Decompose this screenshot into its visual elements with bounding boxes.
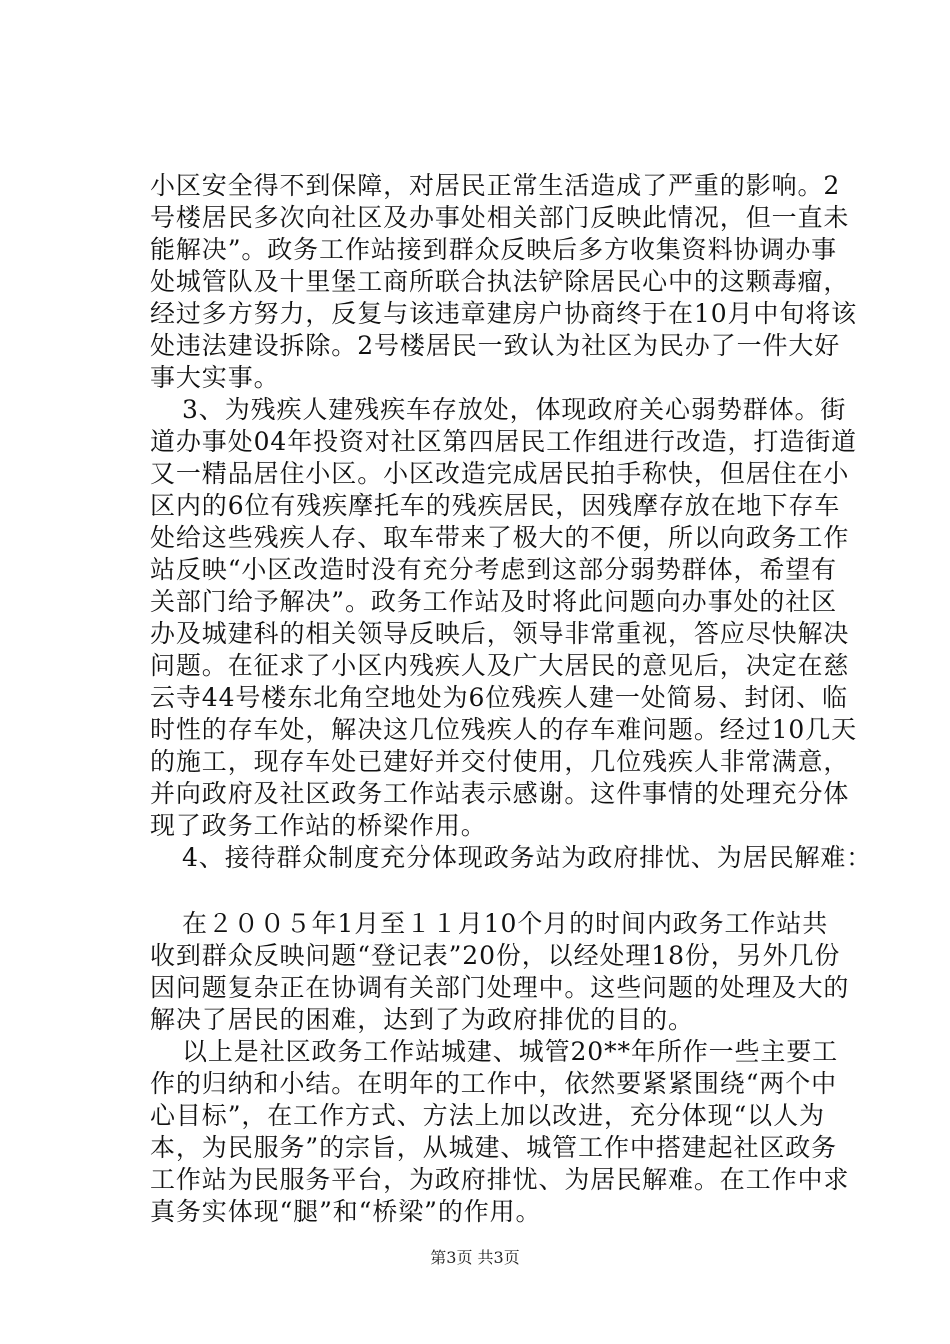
text-line: 的施工，现存车处已建好并交付使用，几位残疾人非常满意， — [150, 747, 850, 776]
text-line: 经过多方努力，反复与该违章建房户协商终于在10月中旬将该 — [150, 299, 858, 328]
text-line: 号楼居民多次向社区及办事处相关部门反映此情况，但一直未 — [150, 203, 850, 232]
paragraph-statistics — [150, 908, 850, 1036]
text-line: 处违法建设拆除。2号楼居民一致认为社区为民办了一件大好 — [150, 331, 841, 360]
text-line: 3、为残疾人建残疾车存放处，体现政府关心弱势群体。街 — [182, 395, 847, 424]
text-line: 本，为民服务”的宗旨，从城建、城管工作中搭建起社区政务 — [150, 1133, 838, 1162]
text-line: 事大实事。 — [150, 363, 280, 392]
text-line: 心目标”，在工作方式、方法上加以改进，充分体现“以人为 — [150, 1101, 825, 1130]
text-line: 云寺44号楼东北角空地处为6位残疾人建一处简易、封闭、临 — [150, 683, 848, 712]
text-line: 现了政务工作站的桥梁作用。 — [150, 811, 487, 840]
text-line: 收到群众反映问题“登记表”20份，以经处理18份，另外几份 — [150, 941, 841, 970]
paragraph-item-3 — [150, 394, 858, 842]
text-line: 又一精品居住小区。小区改造完成居民拍手称快，但居住在小 — [150, 459, 850, 488]
text-line: 处给这些残疾人存、取车带来了极大的不便，所以向政务工作 — [150, 523, 850, 552]
page-number-footer: 第3页 共3页 — [430, 1248, 520, 1267]
text-line: 道办事处04年投资对社区第四居民工作组进行改造，打造街道 — [150, 427, 858, 456]
text-line: 能解决”。政务工作站接到群众反映后多方收集资料协调办事 — [150, 235, 838, 264]
text-line: 因问题复杂正在协调有关部门处理中。这些问题的处理及大的 — [150, 973, 850, 1002]
text-line: 处城管队及十里堡工商所联合执法铲除居民心中的这颗毒瘤， — [150, 267, 850, 296]
paragraph-item-4-heading — [150, 842, 873, 874]
text-line: 真务实体现“腿”和“桥梁”的作用。 — [150, 1197, 542, 1226]
text-line: 并向政府及社区政务工作站表示感谢。这件事情的处理充分体 — [150, 779, 850, 808]
paragraph-summary — [150, 1036, 850, 1228]
text-line: 在２００５年1月至１１月10个月的时间内政务工作站共 — [182, 909, 829, 938]
text-line: 小区安全得不到保障，对居民正常生活造成了严重的影响。2 — [150, 171, 841, 200]
text-line: 作的归纳和小结。在明年的工作中，依然要紧紧围绕“两个中 — [150, 1069, 838, 1098]
text-line: 解决了居民的困难，达到了为政府排优的目的。 — [150, 1005, 694, 1034]
text-line: 办及城建科的相关领导反映后，领导非常重视，答应尽快解决 — [150, 619, 850, 648]
text-line: 工作站为民服务平台，为政府排忧、为居民解难。在工作中求 — [150, 1165, 850, 1194]
blank-line — [150, 874, 850, 908]
text-line: 关部门给予解决”。政务工作站及时将此问题向办事处的社区 — [150, 587, 838, 616]
document-body — [150, 170, 873, 1228]
text-line: 以上是社区政务工作站城建、城管20**年所作一些主要工 — [182, 1037, 839, 1066]
text-line: 问题。在征求了小区内残疾人及广大居民的意见后，决定在慈 — [150, 651, 850, 680]
text-line: 站反映“小区改造时没有充分考虑到这部分弱势群体，希望有 — [150, 555, 838, 584]
paragraph-continuation — [150, 170, 858, 394]
text-line: 时性的存车处，解决这几位残疾人的存车难问题。经过10几天 — [150, 715, 858, 744]
text-line: 区内的6位有残疾摩托车的残疾居民，因残摩存放在地下存车 — [150, 491, 841, 520]
text-line: 4、接待群众制度充分体现政务站为政府排忧、为居民解难： — [182, 843, 873, 872]
